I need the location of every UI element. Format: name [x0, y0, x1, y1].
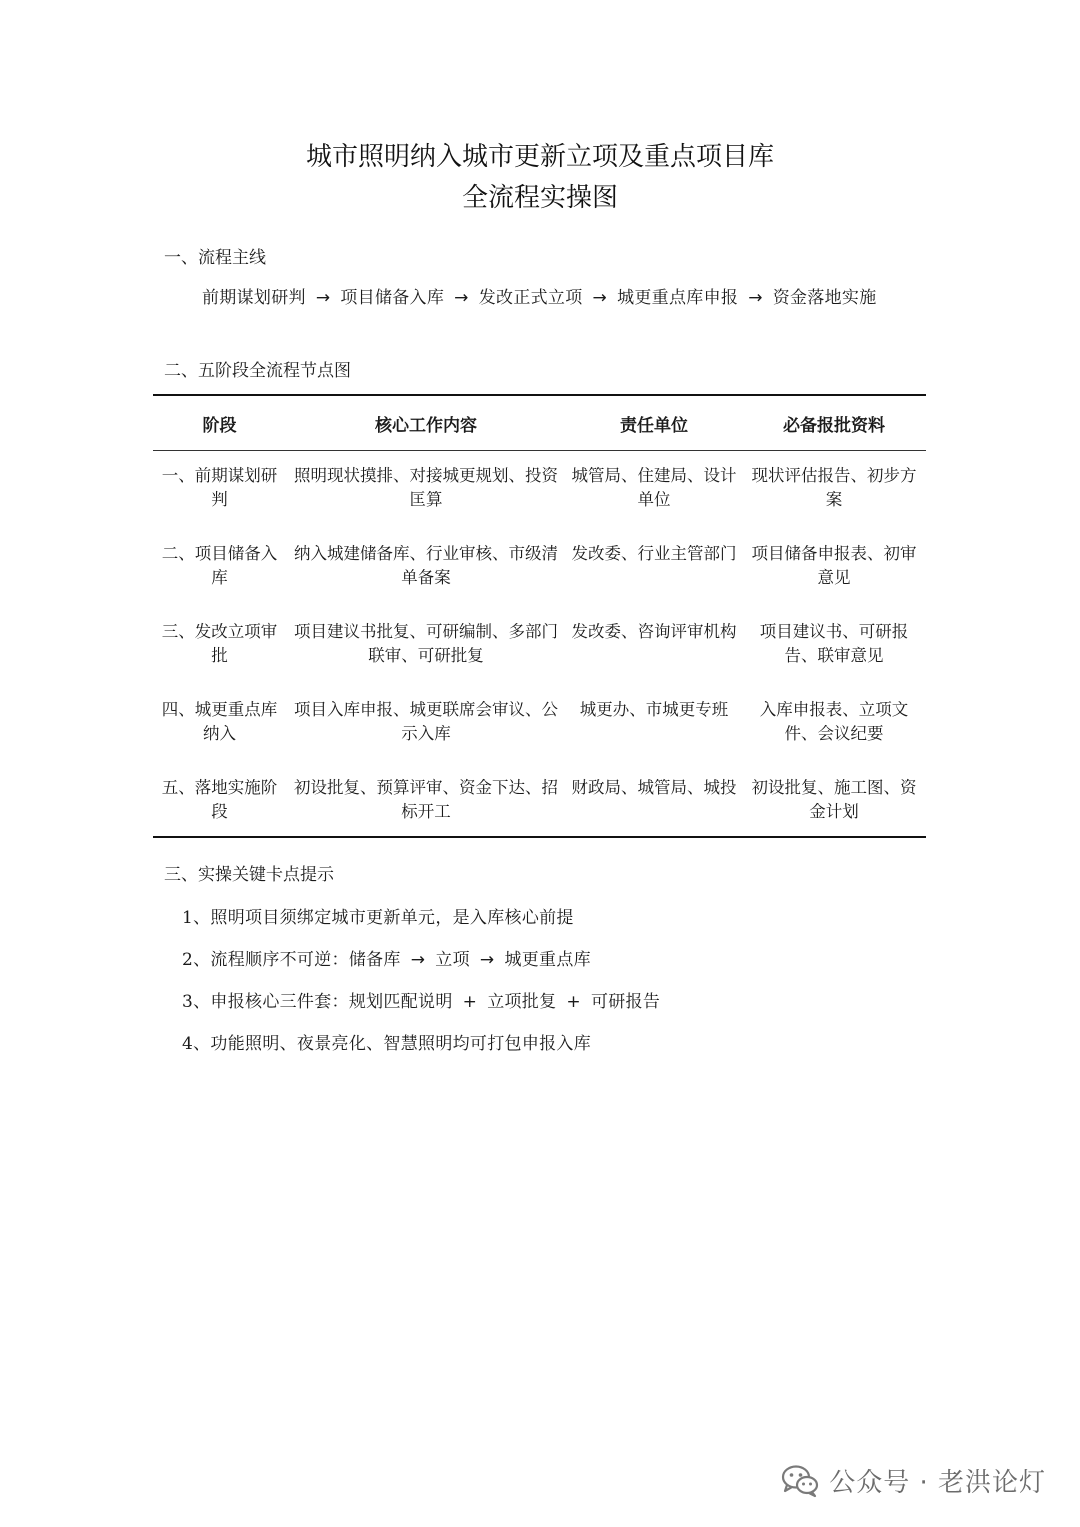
tip-step: 可研报告 [590, 992, 661, 1012]
tip-step: 立项批复 [487, 992, 557, 1012]
column-header-materials: 必备报批资料 [742, 395, 926, 451]
cell-stage: 二、项目储备入库 [161, 544, 278, 587]
tip-step: 城更重点库 [504, 950, 591, 970]
watermark-text: 公众号 · 老洪论灯 [829, 1468, 1046, 1498]
cell-stage: 三、发改立项审批 [161, 622, 278, 665]
cell-unit: 城管局、住建局、设计单位 [571, 466, 737, 509]
document-subtitle: 全流程实操图 [461, 183, 618, 213]
cell-content: 初设批复、预算评审、资金下达、招标开工 [294, 778, 558, 821]
cell-content: 照明现状摸排、对接城更规划、投资匡算 [294, 466, 558, 509]
table-row [153, 451, 926, 531]
table-row [153, 686, 926, 764]
tip-step: 立项 [435, 950, 470, 970]
section1-heading: 一、流程主线 [164, 248, 266, 268]
tip-step: 储备库 [348, 950, 401, 970]
cell-content: 项目入库申报、城更联席会审议、公示入库 [294, 700, 558, 743]
column-header-stage: 阶段 [153, 395, 286, 451]
cell-stage: 四、城更重点库纳入 [161, 700, 278, 743]
stage-table [153, 394, 926, 838]
watermark [781, 1462, 1046, 1499]
plus-icon: + [566, 992, 581, 1012]
tip-item-3 [182, 987, 660, 1012]
cell-unit: 发改委、行业主管部门 [571, 544, 737, 563]
plus-icon: + [462, 992, 478, 1012]
table-row [153, 608, 926, 686]
tip-label: 2、流程顺序不可逆： [182, 950, 349, 970]
column-header-content: 核心工作内容 [286, 395, 566, 451]
section2-heading: 二、五阶段全流程节点图 [164, 361, 351, 381]
cell-materials: 初设批复、施工图、资金计划 [751, 778, 917, 821]
table-header-row [153, 395, 926, 451]
cell-content: 项目建议书批复、可研编制、多部门联审、可研批复 [294, 622, 558, 665]
tip-label: 3、申报核心三件套： [182, 992, 349, 1012]
flow-step: 城更重点库申报 [617, 288, 739, 308]
arrow-icon: → [479, 950, 495, 970]
flow-step: 资金落地实施 [772, 288, 877, 308]
arrow-icon: → [592, 288, 608, 308]
table-row [153, 530, 926, 608]
tip-item-2 [182, 945, 591, 970]
cell-materials: 入库申报表、立项文件、会议纪要 [759, 700, 909, 743]
tip-step: 规划匹配说明 [348, 992, 453, 1012]
flow-step: 发改正式立项 [478, 288, 583, 308]
cell-stage: 一、前期谋划研判 [161, 466, 278, 509]
cell-materials: 现状评估报告、初步方案 [751, 466, 917, 509]
arrow-icon: → [410, 950, 426, 970]
cell-unit: 财政局、城管局、城投 [571, 778, 737, 797]
arrow-icon: → [454, 288, 469, 308]
wechat-icon [781, 1464, 819, 1498]
arrow-icon: → [315, 288, 331, 308]
process-flow [164, 284, 920, 312]
section3-heading: 三、实操关键卡点提示 [164, 865, 334, 885]
cell-materials: 项目储备申报表、初审意见 [751, 544, 917, 587]
cell-content: 纳入城建储备库、行业审核、市级清单备案 [294, 544, 558, 587]
cell-unit: 发改委、咨询评审机构 [571, 622, 737, 641]
cell-unit: 城更办、市城更专班 [579, 700, 729, 719]
tip-item-1: 1、照明项目须绑定城市更新单元，是入库核心前提 [182, 908, 574, 928]
table-row [153, 764, 926, 837]
tip-item-4: 4、功能照明、夜景亮化、智慧照明均可打包申报入库 [182, 1034, 592, 1054]
arrow-icon: → [748, 288, 763, 308]
flow-step: 项目储备入库 [340, 288, 445, 308]
cell-stage: 五、落地实施阶段 [161, 778, 278, 821]
document-title: 城市照明纳入城市更新立项及重点项目库 [305, 142, 774, 172]
column-header-unit: 责任单位 [566, 395, 742, 451]
cell-materials: 项目建议书、可研报告、联审意见 [759, 622, 909, 665]
flow-step: 前期谋划研判 [202, 288, 306, 308]
